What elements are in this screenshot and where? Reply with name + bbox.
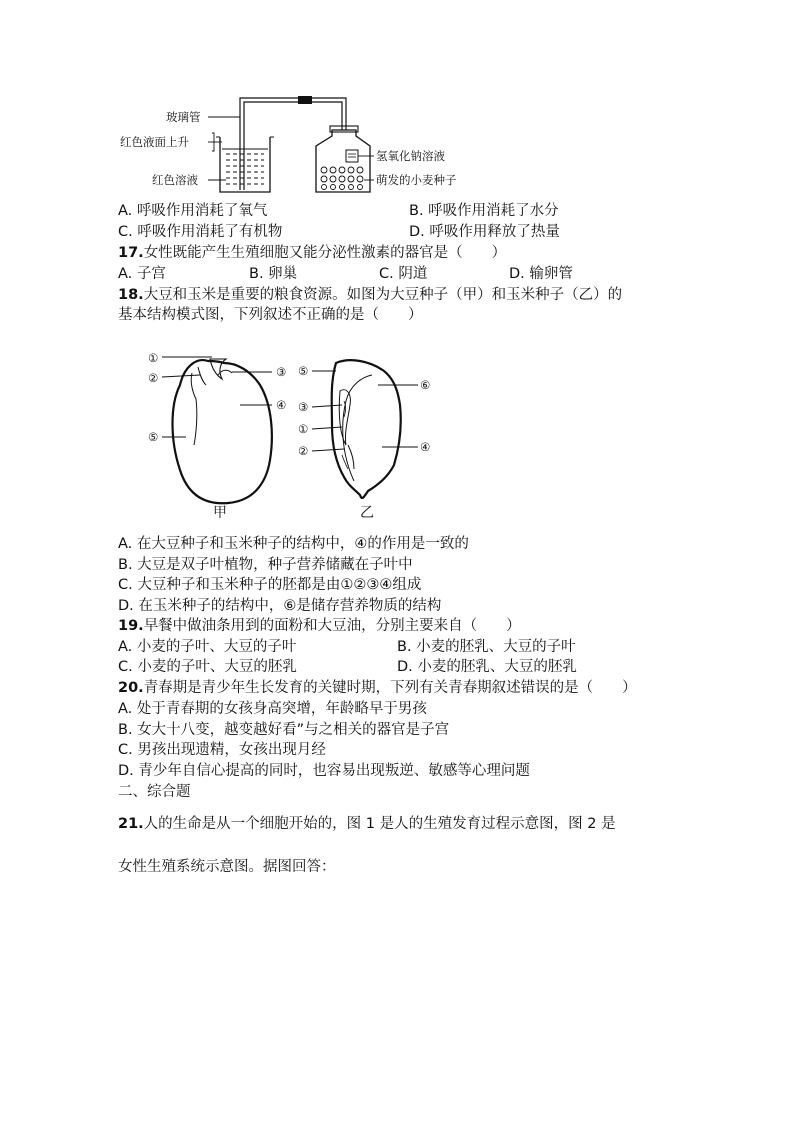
jia-mark-5: ⑤: [148, 430, 159, 444]
q18-option-a: A. 在大豆种子和玉米种子的结构中，④的作用是一致的: [118, 536, 469, 552]
yi-mark-2: ②: [298, 444, 309, 458]
q19-option-b: B. 小麦的胚乳、大豆的子叶: [397, 639, 576, 655]
yi-mark-3: ③: [298, 400, 309, 414]
q18-option-b: B. 大豆是双子叶植物，种子营养储藏在子叶中: [118, 557, 413, 573]
q17-stem-line: [118, 243, 506, 263]
q17-option-a: A. 子宫: [118, 266, 166, 282]
jia-mark-3: ③: [276, 365, 287, 379]
jia-mark-1: ①: [148, 351, 159, 365]
yi-mark-1: ①: [298, 422, 309, 436]
q18-stem-1: 大豆和玉米是重要的粮食资源。如图为大豆种子（甲）和玉米种子（乙）的: [143, 287, 623, 303]
q19-stem: 早餐中做油条用到的面粉和大豆油，分别主要来自（ ）: [143, 618, 521, 634]
q17-option-b: B. 卵巢: [249, 266, 298, 282]
jia-mark-4: ④: [276, 398, 287, 412]
q17-option-d: D. 输卵管: [509, 266, 573, 282]
yi-mark-4: ④: [420, 440, 431, 454]
q20-stem: 青春期是青少年生长发育的关键时期，下列有关青春期叙述错误的是（ ）: [143, 680, 637, 696]
label-naoh: 氢氧化钠溶液: [376, 149, 445, 163]
label-red-solution: 红色溶液: [152, 173, 198, 187]
caption-jia: 甲: [213, 505, 227, 521]
label-glass-tube: 玻璃管: [166, 110, 201, 124]
q18-option-d: D. 在玉米种子的结构中，⑥是储存营养物质的结构: [118, 598, 442, 614]
seed-structure-figure: [140, 345, 450, 525]
yi-mark-5: ⑤: [298, 364, 309, 378]
caption-yi: 乙: [360, 505, 374, 521]
q19-option-c: C. 小麦的子叶、大豆的胚乳: [118, 659, 297, 675]
label-sprouting-seeds: 萌发的小麦种子: [376, 173, 457, 187]
q21-stem-line1: [118, 814, 616, 834]
q16-option-a: A. 呼吸作用消耗了氧气: [118, 203, 268, 219]
q18-stem-line1: [118, 285, 622, 305]
q20-option-a: A. 处于青春期的女孩身高突增，年龄略早于男孩: [118, 701, 427, 717]
q19-option-a: A. 小麦的子叶、大豆的子叶: [118, 639, 297, 655]
q18-number: 18.: [118, 287, 144, 303]
respiration-apparatus-figure: [118, 92, 498, 202]
q20-option-b: B. 女大十八变，越变越好看”与之相关的器官是子宫: [118, 722, 450, 738]
q18-stem-2: 基本结构模式图，下列叙述不正确的是（ ）: [118, 307, 423, 323]
section-heading: 二、综合题: [118, 784, 191, 800]
q19-stem-line: [118, 616, 521, 636]
q17-number: 17.: [118, 245, 144, 261]
q16-option-d: D. 呼吸作用释放了热量: [409, 224, 560, 240]
yi-mark-6: ⑥: [420, 378, 431, 392]
q18-option-c: C. 大豆种子和玉米种子的胚都是由①②③④组成: [118, 577, 422, 593]
q20-option-d: D. 青少年自信心提高的同时，也容易出现叛逆、敏感等心理问题: [118, 763, 530, 779]
q16-option-b: B. 呼吸作用消耗了水分: [409, 203, 559, 219]
q20-number: 20.: [118, 680, 144, 696]
q17-option-c: C. 阴道: [379, 266, 428, 282]
q20-stem-line: [118, 678, 637, 698]
q17-stem: 女性既能产生生殖细胞又能分泌性激素的器官是（ ）: [143, 245, 507, 261]
q21-stem-1: 人的生命是从一个细胞开始的，图 1 是人的生殖发育过程示意图，图 2 是: [143, 816, 616, 832]
q19-number: 19.: [118, 618, 144, 634]
jia-mark-2: ②: [148, 371, 159, 385]
q20-option-c: C. 男孩出现遗精，女孩出现月经: [118, 742, 326, 758]
q21-number: 21.: [118, 816, 144, 832]
q19-option-d: D. 小麦的胚乳、大豆的胚乳: [397, 659, 577, 675]
q21-stem-2: 女性生殖系统示意图。据图回答：: [118, 859, 336, 875]
label-red-level-rise: 红色液面上升: [120, 135, 189, 149]
q16-option-c: C. 呼吸作用消耗了有机物: [118, 224, 283, 240]
